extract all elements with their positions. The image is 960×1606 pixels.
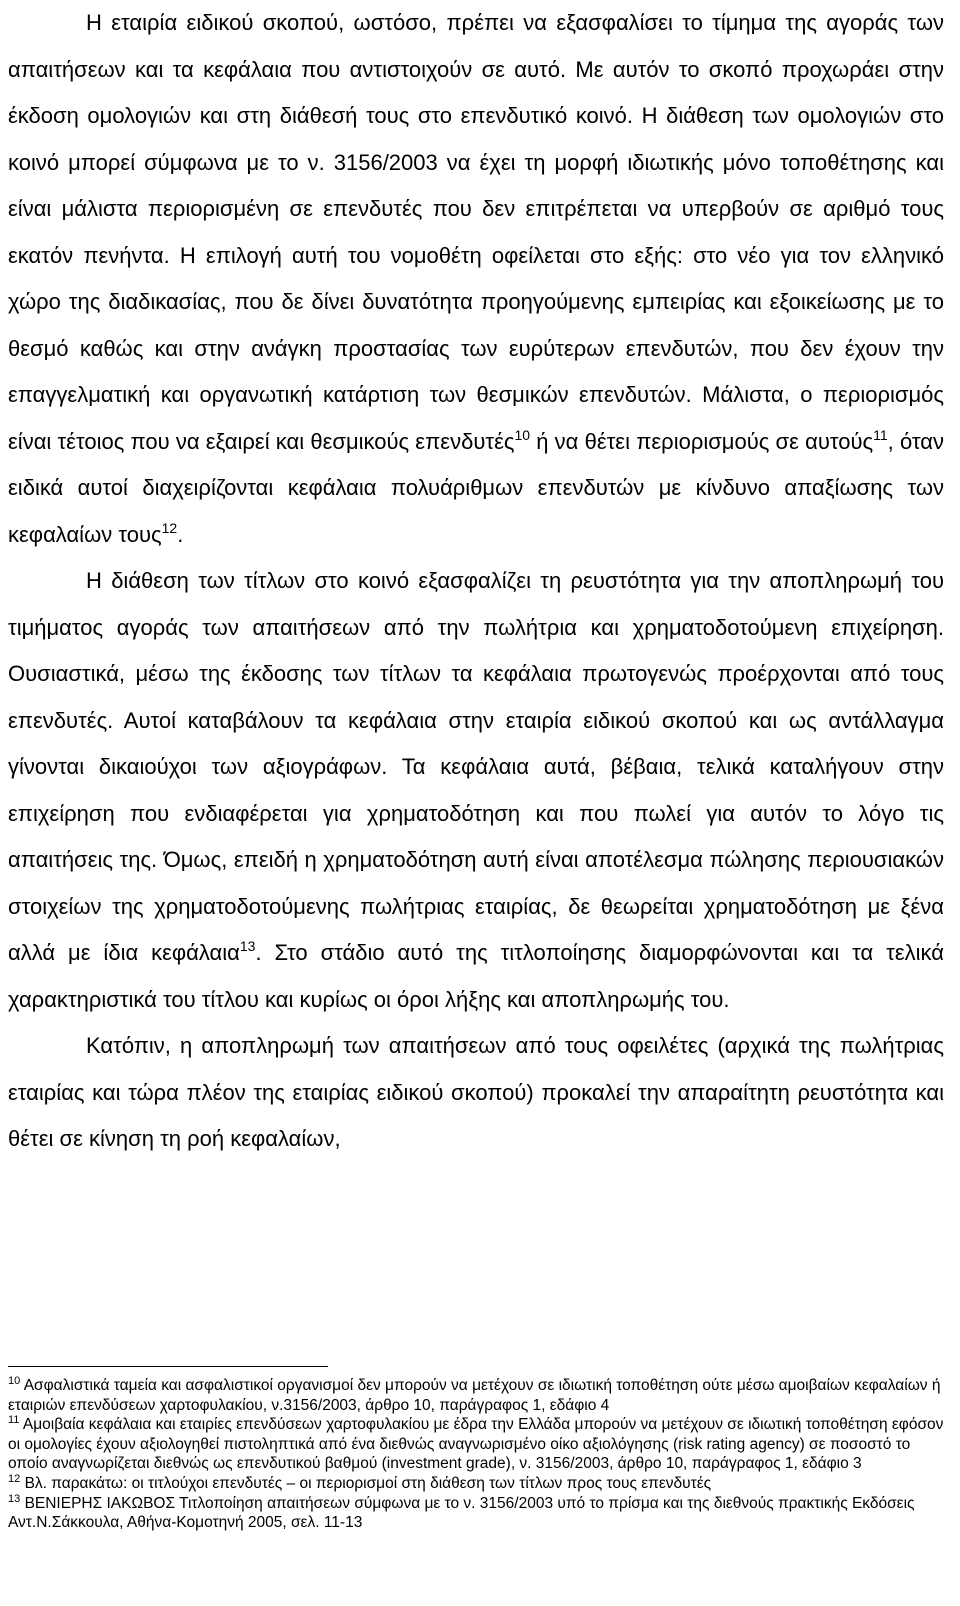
paragraph-1 (8, 0, 944, 558)
footnotes (8, 1376, 944, 1533)
footnote-text: Βλ. παρακάτω: οι τιτλούχοι επενδυτές – οι περιορισμοί στη διάθεση των τίτλων προς τους επενδυτές (24, 1474, 712, 1492)
footnote-13 (8, 1494, 944, 1533)
footnote-number: 11 (8, 1414, 20, 1427)
footnote-text: Αμοιβαία κεφάλαια και εταιρίες επενδύσεων χαρτοφυλακίου με έδρα την Ελλάδα μπορούν να μετέχουν σε ιδιωτική τοποθέτηση εφόσον οι ομολογίες έχουν αξιολογηθεί πιστοληπτικά από ένα διεθνώς αναγνωρισμένο οίκο αξιολόγησης (risk rating agency) σε ποσοστό το οποίο αναγνωρίζεται διεθνώς ως επενδυτικού βαθμού (investment grade), ν. 3156/2003, άρθρο 10, παράγραφος 1, εδάφιο 3 (8, 1416, 944, 1473)
footnote-12 (8, 1474, 944, 1494)
paragraph-3 (8, 1023, 944, 1163)
footnote-number: 12 (8, 1472, 21, 1485)
footnote-10 (8, 1376, 944, 1415)
footnote-text: Ασφαλιστικά ταμεία και ασφαλιστικοί οργανισμοί δεν μπορούν να μετέχουν σε ιδιωτική τοποθέτηση ούτε μέσω αμοιβαίων κεφαλαίων ή εταιριών επενδύσεων χαρτοφυλακίου, ν.3156/2003, άρθρο 10, παράγραφος 1, εδάφιο 4 (8, 1377, 941, 1414)
paragraph-1-text-b: ή να θέτει περιορισμούς σε αυτούς (536, 428, 874, 454)
footnote-ref-13[interactable]: 13 (239, 938, 256, 954)
footnote-number: 13 (8, 1492, 21, 1505)
body-text (8, 0, 944, 1163)
paragraph-1-text-d: . (177, 521, 184, 547)
paragraph-2-text-a: Η διάθεση των τίτλων στο κοινό εξασφαλίζει τη ρευστότητα για την αποπληρωμή του τιμήματος αγοράς των απαιτήσεων από την πωλήτρια και χρηματοδοτούμενη επιχείρηση. Ουσιαστικά, μέσω της έκδοσης των τίτλων τα κεφάλαια πρωτογενώς προέρχονται από τους επενδυτές. Αυτοί καταβάλουν τα κεφάλαια στην εταιρία ειδικού σκοπού και ως αντάλλαγμα γίνονται δικαιούχοι των αξιογράφων. Τα κεφάλαια αυτά, βέβαια, τελικά καταλήγουν στην επιχείρηση που ενδιαφέρεται για χρηματοδότηση και που πωλεί για αυτόν το λόγο τις απαιτήσεις της. Όμως, επειδή η χρηματοδότηση αυτή είναι αποτέλεσμα πώλησης περιουσιακών στοιχείων της χρηματοδοτούμενης πωλήτριας εταιρίας, δε θεωρείται χρηματοδότηση με ξένα αλλά με ίδια κεφάλαια (8, 568, 944, 965)
footnote-ref-11[interactable]: 11 (873, 426, 888, 443)
paragraph-3-text: Κατόπιν, η αποπληρωμή των απαιτήσεων από τους οφειλέτες (αρχικά της πωλήτριας εταιρίας και τώρα πλέον της εταιρίας ειδικού σκοπού) προκαλεί την απαραίτητη ρευστότητα και θέτει σε κίνηση τη ροή κεφαλαίων, (8, 1033, 944, 1151)
paragraph-2 (8, 558, 944, 1023)
footnote-ref-10[interactable]: 10 (514, 426, 531, 443)
paragraph-2-text-b: . Στο στάδιο αυτό της τιτλοποίησης διαμορφώνονται και τα τελικά χαρακτηριστικά του τίτλου και κυρίως οι όροι λήξης και αποπληρωμής του. (8, 940, 945, 1012)
paragraph-1-text-c: , όταν ειδικά αυτοί διαχειρίζονται κεφάλαια πολυάριθμων επενδυτών με κίνδυνο απαξίωσης των κεφαλαίων τους (8, 428, 944, 547)
footnote-text: ΒΕΝΙΕΡΗΣ ΙΑΚΩΒΟΣ Τιτλοποίηση απαιτήσεων σύμφωνα με το ν. 3156/2003 υπό το πρίσμα και της διεθνούς πρακτικής Εκδόσεις Αντ.Ν.Σάκκουλα, Αθήνα-Κομοτηνή 2005, σελ. 11-13 (8, 1494, 915, 1532)
footnote-separator (8, 1366, 328, 1367)
footnote-ref-12[interactable]: 12 (161, 519, 178, 536)
footnote-number: 10 (8, 1375, 21, 1387)
footnote-11 (8, 1415, 944, 1474)
paragraph-1-text-a: Η εταιρία ειδικού σκοπού, ωστόσο, πρέπει να εξασφαλίσει το τίμημα της αγοράς των απαιτήσεων και τα κεφάλαια που αντιστοιχούν σε αυτό. Με αυτόν το σκοπό προχωράει στην έκδοση ομολογιών και στη διάθεσή τους στο επενδυτικό κοινό. Η διάθεση των ομολογιών στο κοινό μπορεί σύμφωνα με το ν. 3156/2003 να έχει τη μορφή ιδιωτικής μόνο τοποθέτησης και είναι μάλιστα περιορισμένη σε επενδυτές που δεν επιτρέπεται να υπερβούν σε αριθμό τους εκατόν πενήντα. Η επιλογή αυτή του νομοθέτη οφείλεται στο εξής: στο νέο για τον ελληνικό χώρο της διαδικασίας, που δε δίνει δυνατότητα προηγούμενης εμπειρίας και εξοικείωσης με το θεσμό καθώς και στην ανάγκη προστασίας των ευρύτερων επενδυτών, που δεν έχουν την επαγγελματική και οργανωτική κατάρτιση των θεσμικών επενδυτών. Μάλιστα, ο περιορισμός είναι τέτοιος που να εξαιρεί και θεσμικούς επενδυτές (8, 10, 944, 454)
